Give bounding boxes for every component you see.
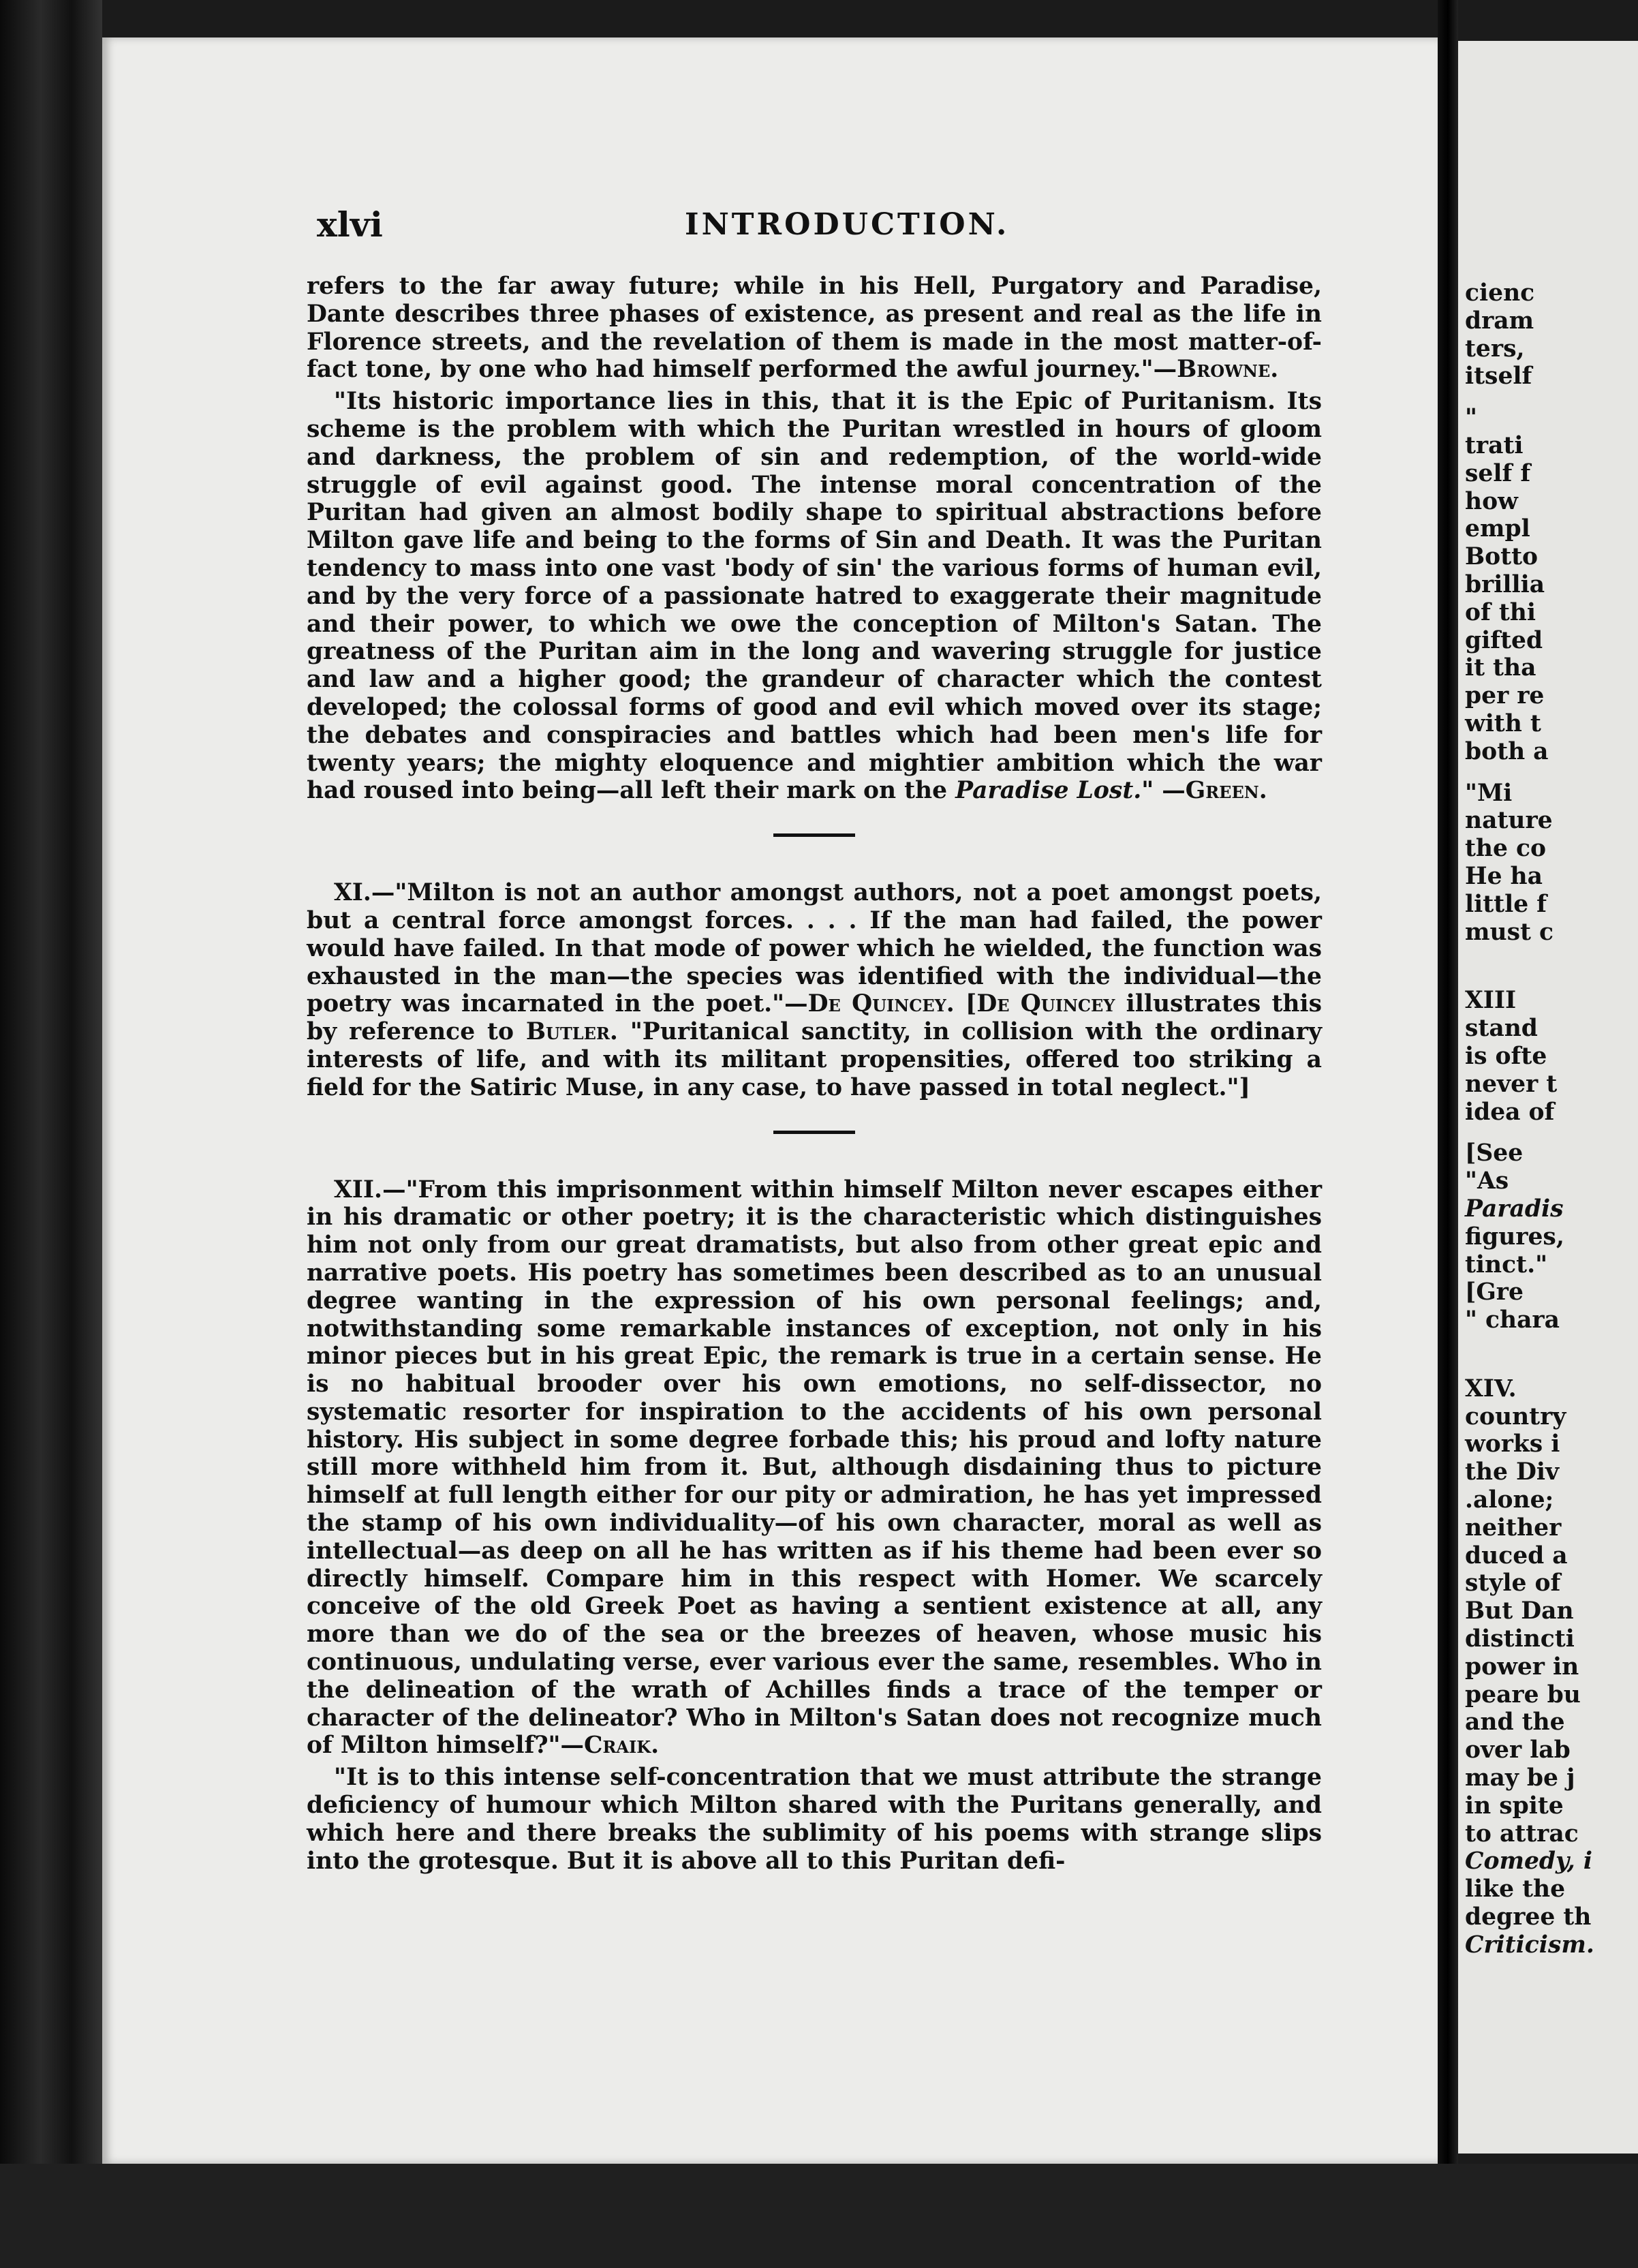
paragraph-text: refers to the far away future; while in his Hell, Purgatory and Paradise, Dante describes three phases of existence, as present and real as the life in Florence streets, and the revelation of them is made in the most matter-of-fact tone, by one who had himself performed the awful journey."— — [307, 273, 1322, 384]
right-line: self f — [1465, 459, 1531, 487]
attribution-browne: Browne. — [1177, 356, 1279, 384]
right-line: in spite — [1465, 1792, 1564, 1820]
right-line: " chara — [1465, 1306, 1560, 1334]
right-gap — [1465, 390, 1638, 404]
attribution-green: Green. — [1185, 777, 1267, 805]
note-open: [ — [954, 990, 977, 1018]
section-divider — [773, 833, 855, 837]
right-line: [Gre — [1465, 1278, 1524, 1306]
attribution-de-quincey: De Quincey. — [807, 990, 955, 1018]
book-gutter — [1438, 0, 1458, 2268]
right-line: and the — [1465, 1708, 1565, 1736]
right-line: little f — [1465, 890, 1547, 918]
section-text: —"Milton is not an author amongst authors, not a poet amongst poets, but a central force amongst forces. . . . If the man had failed, the power would have failed. In that mode of power which he wielded, the function was exhausted in the man—the species was identified with the individual—the poetry was incarnated in the poet."— — [307, 879, 1322, 1018]
right-line: may be j — [1465, 1764, 1575, 1792]
right-line: style of — [1465, 1569, 1561, 1597]
note-text: illustrates this by reference to — [307, 990, 1322, 1046]
right-line: neither — [1465, 1514, 1562, 1542]
right-line: degree th — [1465, 1903, 1592, 1931]
right-line: But Dan — [1465, 1597, 1574, 1625]
right-gap — [1465, 766, 1638, 780]
right-line: XIV. — [1465, 1375, 1517, 1403]
right-line: must c — [1465, 918, 1554, 946]
right-line: how — [1465, 487, 1518, 515]
right-line: ters, — [1465, 335, 1525, 363]
running-header — [317, 204, 1325, 245]
right-line: empl — [1465, 515, 1530, 543]
right-line: He ha — [1465, 862, 1543, 890]
right-line: itself — [1465, 363, 1532, 390]
right-gap — [1465, 1334, 1638, 1375]
note-author: De Quincey — [976, 990, 1115, 1018]
right-line: peare bu — [1465, 1681, 1581, 1708]
right-line: power in — [1465, 1653, 1579, 1681]
section-text: —"From this imprisonment within himself Milton never escapes either in his dramatic or other poetry; it is the characteristic which distinguishes him not only from our great dramatists, but also from other great epic and narrative poets. His poetry has sometimes been described as to an unusual degree wanting in the expression of his own personal feelings; and, notwithstanding some remarkable instances of exception, not only in his minor pieces but in his great Epic, the remark is true in a certain sense. He is no habitual brooder over his own emotions, no self-dissector, no systematic resorter for inspiration to the accidents of his own personal history. His subject in some degree forbade this; his proud and lofty nature still more withheld him from it. But, although disdaining thus to picture himself at full length either for our pity or admiration, he has yet impressed the stamp of his own individuality—of his own character, moral as well as intellectual—as deep on all he has written as if his theme had been ever so directly himself. Compare him in this respect with Homer. We scarcely conceive of the old Greek Poet as having a sentient existence at all, any more than we do of the sea or the breezes of heaven, whose music his continuous, undulating verse, ever various ever the same, resembles. Who in the delineation of the wrath of Achilles finds a trace of the temper or character of the delineator? Who in Milton's Satan does not recognize much of Milton himself?"— — [307, 1176, 1322, 1760]
main-text-column — [307, 273, 1322, 1879]
right-line: to attrac — [1465, 1820, 1579, 1848]
right-gap — [1465, 946, 1638, 987]
paragraph-text: "Its historic importance lies in this, that it is the Epic of Puritanism. Its scheme is the problem with which the Puritan wrestled in hours of gloom and darkness, the problem of sin and redemption, of the world-wide struggle of evil against good. The intense moral concentration of the Puritan had given an almost bodily shape to spiritual abstractions before Milton gave life and being to the forms of Sin and Death. It was the Puritan tendency to mass into one vast 'body of sin' the various forms of human evil, and by the very force of a passionate hatred to exaggerate their magnitude and their power, to which we owe the conception of Milton's Satan. The greatness of the Puritan aim in the long and wavering struggle for justice and law and a higher good; the grandeur of character which the contest developed; the colossal forms of good and evil which moved over its stage; the debates and conspiracies and battles which had been men's life for twenty years; the mighty eloquence and mightier ambition which the war had roused into being—all left their mark on the — [307, 388, 1322, 805]
right-line: XIII — [1465, 987, 1517, 1015]
right-line: " — [1465, 404, 1477, 432]
right-line: like the — [1465, 1875, 1566, 1903]
right-line: idea of — [1465, 1098, 1555, 1126]
right-line: brillia — [1465, 570, 1545, 598]
right-line: [See — [1465, 1139, 1524, 1167]
section-divider — [773, 1131, 855, 1134]
right-line: gifted — [1465, 626, 1543, 654]
right-line: the co — [1465, 835, 1546, 863]
right-line: "Mi — [1465, 779, 1513, 807]
paragraph-text-after: " — — [1141, 777, 1186, 805]
note-quote: "Puritanical sanctity, in collision with the ordinary interests of life, and with its militant propensities, offered too striking a field for the Satiric Muse, in any case, to have passed in total neglect."] — [307, 1018, 1322, 1101]
right-line: both a — [1465, 737, 1549, 765]
section-number: XI. — [334, 879, 371, 907]
right-line: .alone; — [1465, 1486, 1554, 1514]
right-line: Paradis — [1465, 1195, 1564, 1223]
header-title: INTRODUCTION. — [685, 207, 1010, 242]
right-line: the Div — [1465, 1458, 1560, 1486]
section-xii — [307, 1176, 1322, 1760]
right-line: dram — [1465, 307, 1534, 335]
right-line: figures, — [1465, 1223, 1564, 1251]
right-line: of thi — [1465, 598, 1536, 626]
right-line: cienc — [1465, 279, 1535, 307]
paragraph-browne — [307, 273, 1322, 384]
right-line: distincti — [1465, 1625, 1575, 1653]
italic-title: Paradise Lost. — [955, 777, 1142, 805]
right-line: stand — [1465, 1015, 1538, 1043]
right-line: Comedy, i — [1465, 1848, 1592, 1875]
right-line: works i — [1465, 1430, 1560, 1458]
right-line: country — [1465, 1403, 1566, 1430]
right-line: never t — [1465, 1070, 1558, 1098]
right-line: "As — [1465, 1167, 1509, 1195]
right-page-text — [1465, 279, 1638, 1959]
right-line: duced a — [1465, 1542, 1568, 1569]
paragraph-green — [307, 388, 1322, 805]
right-line: with t — [1465, 709, 1541, 737]
section-xii-continuation: "It is to this intense self-concentration that we must attribute the strange deficiency of humour which Milton shared with the Puritans generally, and which here and there breaks the sublimity of his poems with strange slips into the grotesque. But it is above all to this Puritan defi- — [307, 1764, 1322, 1875]
right-line: Criticism. — [1465, 1931, 1594, 1959]
right-line: per re — [1465, 682, 1545, 710]
section-xi — [307, 879, 1322, 1101]
note-butler: Butler. — [525, 1018, 618, 1046]
right-line: tinct." — [1465, 1251, 1548, 1278]
right-line: Botto — [1465, 543, 1539, 571]
right-line: it tha — [1465, 654, 1536, 682]
page-number: xlvi — [317, 204, 383, 245]
book-binding-edge — [0, 0, 102, 2268]
attribution-craik: Craik. — [584, 1732, 660, 1760]
right-line: trati — [1465, 431, 1524, 459]
right-line: over lab — [1465, 1736, 1571, 1764]
right-gap — [1465, 1126, 1638, 1139]
right-line: is ofte — [1465, 1042, 1547, 1070]
right-line: nature — [1465, 807, 1553, 835]
section-number: XII. — [334, 1176, 383, 1204]
scan-background — [0, 2164, 1638, 2268]
